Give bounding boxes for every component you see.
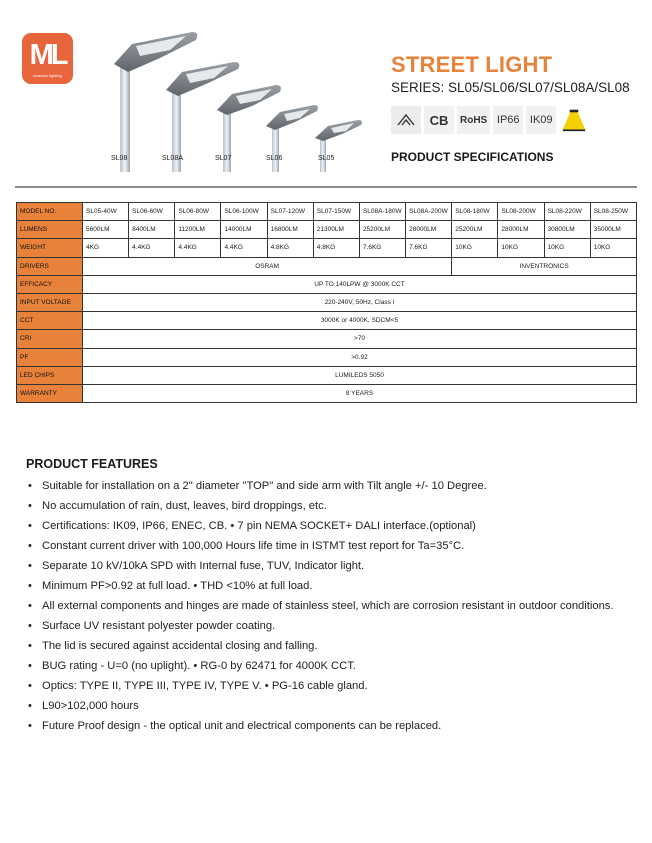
table-cell: 11200LM [175, 221, 221, 239]
product-label: SL05 [318, 155, 335, 162]
table-cell: 4.4KG [175, 239, 221, 257]
light-distribution-icon [559, 106, 589, 134]
table-row [17, 348, 637, 366]
list-item: • Separate 10 kV/10kA SPD with Internal fuse, TUV, Indicator light. [28, 560, 365, 572]
page-title: STREET LIGHT [391, 52, 553, 77]
table-cell: UP TO 140LPW @ 3000K CCT [83, 275, 637, 293]
list-item: • Suitable for installation on a 2" diameter "TOP" and side arm with Tilt angle +/- 10 Degree. [28, 480, 487, 492]
series-line: SERIES: SL05/SL06/SL07/SL08A/SL08 [391, 80, 630, 95]
table-cell: SL06-80W [175, 203, 221, 221]
feature-text: BUG rating - U=0 (no uplight). • RG-0 by 62471 for 4000K CCT. [42, 660, 356, 672]
row-label: PF [17, 348, 83, 366]
cb-badge: CB [424, 106, 454, 134]
row-label: WEIGHT [17, 239, 83, 257]
feature-text: Suitable for installation on a 2" diameter "TOP" and side arm with Tilt angle +/- 10 Degree. [42, 480, 487, 492]
list-item: • All external components and hinges are made of stainless steel, which are corrosion resistant in outdoor conditions. [28, 600, 614, 612]
table-cell: 21300LM [313, 221, 359, 239]
table-cell: SL08-220W [544, 203, 590, 221]
list-item: • Minimum PF>0.92 at full load. • THD <10% at full load. [28, 580, 313, 592]
list-item: • The lid is secured against accidental closing and falling. [28, 640, 318, 652]
table-cell: 4.4KG [221, 239, 267, 257]
list-item: • Future Proof design - the optical unit and electrical components can be replaced. [28, 720, 442, 732]
table-cell: 4.4KG [129, 239, 175, 257]
table-cell: 25200LM [359, 221, 405, 239]
row-label: LED CHIPS [17, 366, 83, 384]
list-item: • Constant current driver with 100,000 Hours life time in ISTMT test report for Ta=35°C. [28, 540, 465, 552]
table-cell: 30800LM [544, 221, 590, 239]
table-cell: 3000K or 4000K, SDCM<5 [83, 312, 637, 330]
feature-text: Surface UV resistant polyester powder coating. [42, 620, 276, 632]
row-label: MODEL NO. [17, 203, 83, 221]
table-row [17, 330, 637, 348]
spec-table [16, 202, 637, 403]
row-label: INPUT VOLTAGE [17, 293, 83, 311]
table-cell: 10KG [452, 239, 498, 257]
table-cell: 4.8KG [267, 239, 313, 257]
enec-icon [391, 106, 421, 134]
table-cell: 8 YEARS [83, 384, 637, 402]
table-cell: 14000LM [221, 221, 267, 239]
luminaire-sl08 [114, 32, 197, 172]
table-row [17, 366, 637, 384]
table-row [17, 257, 637, 275]
table-row [17, 221, 637, 239]
feature-text: Future Proof design - the optical unit and electrical components can be replaced. [42, 720, 442, 732]
row-label: LUMENS [17, 221, 83, 239]
table-row [17, 312, 637, 330]
table-cell: >70 [83, 330, 637, 348]
row-label: WARRANTY [17, 384, 83, 402]
rohs-badge: RoHS [457, 106, 490, 134]
table-row [17, 293, 637, 311]
table-cell: 35000LM [590, 221, 636, 239]
table-cell: 10KG [544, 239, 590, 257]
table-cell: 10KG [590, 239, 636, 257]
table-cell: 10KG [498, 239, 544, 257]
table-row [17, 239, 637, 257]
logo-subtitle: moselux lighting [33, 73, 62, 78]
ip66-badge: IP66 [493, 106, 523, 134]
table-cell: SL06-100W [221, 203, 267, 221]
list-item: • L90>102,000 hours [28, 700, 139, 712]
table-cell: SL07-150W [313, 203, 359, 221]
table-cell: 8400LM [129, 221, 175, 239]
feature-text: Certifications: IK09, IP66, ENEC, CB. • 7 pin NEMA SOCKET+ DALI interface.(optional) [42, 520, 476, 532]
brand-logo [22, 33, 73, 84]
list-item: • BUG rating - U=0 (no uplight). • RG-0 by 62471 for 4000K CCT. [28, 660, 356, 672]
table-cell: 28000LM [406, 221, 452, 239]
product-label: SL06 [266, 155, 283, 162]
product-label: SL08A [162, 155, 184, 162]
row-label: CCT [17, 312, 83, 330]
table-cell: >0.92 [83, 348, 637, 366]
feature-text: All external components and hinges are made of stainless steel, which are corrosion resistant in outdoor conditions. [42, 600, 614, 612]
product-label: SL07 [215, 155, 232, 162]
feature-text: Constant current driver with 100,000 Hours life time in ISTMT test report for Ta=35°C. [42, 540, 465, 552]
logo-mark: ML [29, 39, 66, 71]
features-title: PRODUCT FEATURES [26, 457, 158, 471]
feature-text: The lid is secured against accidental closing and falling. [42, 640, 318, 652]
table-cell: 5600LM [83, 221, 129, 239]
row-label: CRI [17, 330, 83, 348]
table-cell: SL08-200W [498, 203, 544, 221]
table-cell: SL07-120W [267, 203, 313, 221]
table-cell: 7.6KG [359, 239, 405, 257]
table-cell: 7.6KG [406, 239, 452, 257]
table-cell: 16800LM [267, 221, 313, 239]
table-cell: 4KG [83, 239, 129, 257]
table-cell: OSRAM [83, 257, 452, 275]
list-item: • No accumulation of rain, dust, leaves, bird droppings, etc. [28, 500, 327, 512]
table-cell: LUMILEDS 5050 [83, 366, 637, 384]
features-list [28, 479, 628, 739]
table-cell: 28000LM [498, 221, 544, 239]
list-item: • Surface UV resistant polyester powder coating. [28, 620, 276, 632]
divider [15, 186, 637, 188]
table-cell: SL05-40W [83, 203, 129, 221]
feature-text: L90>102,000 hours [42, 700, 139, 712]
table-cell: 220-240V, 50Hz, Class I [83, 293, 637, 311]
row-label: DRIVERS [17, 257, 83, 275]
certification-badges [391, 106, 589, 134]
ik09-badge: IK09 [526, 106, 556, 134]
table-cell: INVENTRONICS [452, 257, 637, 275]
product-lineup-image [100, 22, 380, 172]
feature-text: Optics: TYPE II, TYPE III, TYPE IV, TYPE V. • PG-16 cable gland. [42, 680, 368, 692]
table-cell: SL08A-180W [359, 203, 405, 221]
table-row [17, 275, 637, 293]
table-cell: SL08-180W [452, 203, 498, 221]
table-row [17, 203, 637, 221]
spec-section-title: PRODUCT SPECIFICATIONS [391, 150, 554, 164]
table-cell: SL08-250W [590, 203, 636, 221]
table-cell: SL08A-200W [406, 203, 452, 221]
row-label: EFFICACY [17, 275, 83, 293]
table-cell: 25200LM [452, 221, 498, 239]
feature-text: Separate 10 kV/10kA SPD with Internal fuse, TUV, Indicator light. [42, 560, 365, 572]
product-label: SL08 [111, 155, 128, 162]
table-cell: SL06-60W [129, 203, 175, 221]
list-item: • Optics: TYPE II, TYPE III, TYPE IV, TYPE V. • PG-16 cable gland. [28, 680, 368, 692]
table-cell: 4.8KG [313, 239, 359, 257]
luminaire-sl05 [315, 120, 362, 172]
feature-text: No accumulation of rain, dust, leaves, bird droppings, etc. [42, 500, 327, 512]
list-item: • Certifications: IK09, IP66, ENEC, CB. • 7 pin NEMA SOCKET+ DALI interface.(optional) [28, 520, 476, 532]
feature-text: Minimum PF>0.92 at full load. • THD <10% at full load. [42, 580, 313, 592]
table-row [17, 384, 637, 402]
